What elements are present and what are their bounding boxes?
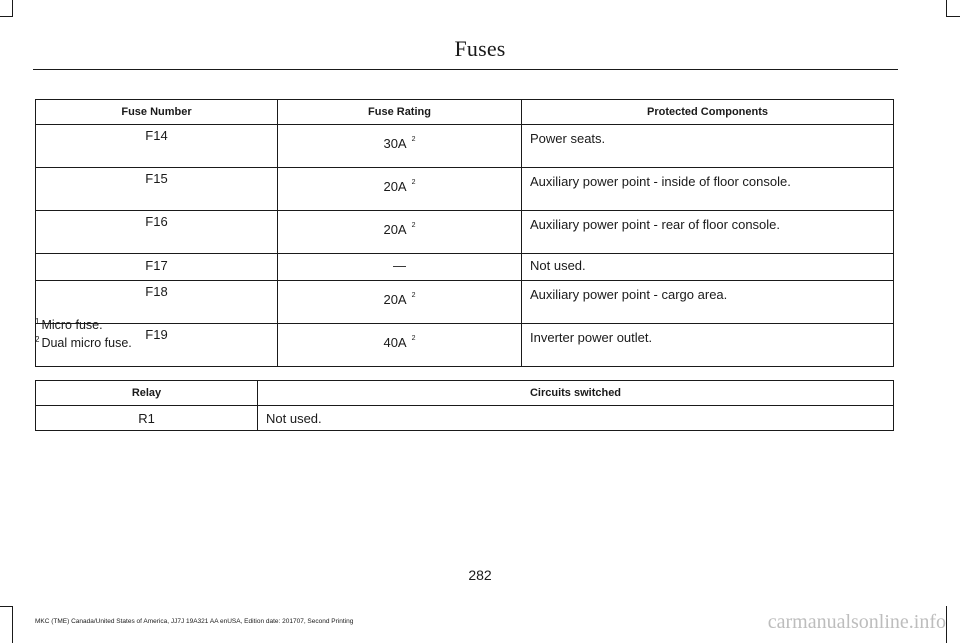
fuse-table	[35, 99, 894, 367]
rating-value: 40A	[383, 335, 407, 350]
protected-component: Auxiliary power point - inside of floor console.	[522, 168, 894, 211]
fuse-rating	[278, 254, 522, 281]
crop-mark-bottom-left-v	[12, 606, 13, 643]
table-row	[36, 168, 894, 211]
footnote-2-text: Dual micro fuse.	[41, 336, 132, 350]
table-row	[36, 406, 894, 431]
fuse-number: F14	[36, 125, 278, 168]
header-fuse-rating: Fuse Rating	[278, 100, 522, 125]
footnote-mark: 2	[411, 292, 416, 299]
fuse-rating	[278, 125, 522, 168]
page-number: 282	[468, 567, 492, 583]
rating-value: 20A	[383, 222, 407, 237]
crop-mark-bottom-left-h	[0, 606, 13, 607]
header-fuse-number: Fuse Number	[36, 100, 278, 125]
circuit-switched: Not used.	[258, 406, 894, 431]
header-circuits-switched: Circuits switched	[258, 381, 894, 406]
page-title: Fuses	[454, 36, 506, 61]
rating-value: 20A	[383, 179, 407, 194]
table-row	[36, 281, 894, 324]
crop-mark-top-right-h	[946, 16, 960, 17]
protected-component: Auxiliary power point - rear of floor console.	[522, 211, 894, 254]
protected-component: Inverter power outlet.	[522, 324, 894, 367]
footnote-1-text: Micro fuse.	[41, 318, 103, 332]
table-row	[36, 125, 894, 168]
protected-component: Power seats.	[522, 125, 894, 168]
crop-mark-bottom-right-v	[946, 606, 947, 643]
fuse-rating	[278, 281, 522, 324]
fuse-number: F17	[36, 254, 278, 281]
footnote-1-mark: 1	[35, 317, 40, 326]
crop-mark-top-right-v	[946, 0, 947, 17]
protected-component: Not used.	[522, 254, 894, 281]
fuse-number: F15	[36, 168, 278, 211]
header-relay: Relay	[36, 381, 258, 406]
relay-id: R1	[36, 406, 258, 431]
footnote-2-mark: 2	[35, 335, 40, 344]
fuse-rating	[278, 324, 522, 367]
relay-table-header-row	[36, 381, 894, 406]
title-divider	[33, 69, 898, 70]
fuse-number: F18	[36, 281, 278, 324]
fuse-number: F16	[36, 211, 278, 254]
watermark: carmanualsonline.info	[767, 611, 946, 633]
fuse-rating	[278, 211, 522, 254]
footnote-2	[35, 335, 132, 350]
table-row	[36, 254, 894, 281]
crop-mark-top-left-h	[0, 16, 13, 17]
relay-table	[35, 380, 894, 431]
footnote-mark: 2	[411, 136, 416, 143]
footnote-mark: 2	[411, 222, 416, 229]
fuse-table-header-row	[36, 100, 894, 125]
rating-value: 20A	[383, 292, 407, 307]
crop-mark-top-left-v	[12, 0, 13, 17]
rating-value: 30A	[383, 136, 407, 151]
footer-edition-note: MKC (TME) Canada/United States of America, JJ7J 19A321 AA enUSA, Edition date: 201707, Second Printing	[35, 618, 354, 625]
table-row	[36, 211, 894, 254]
footnote-1	[35, 317, 103, 332]
footnote-mark: 2	[411, 335, 416, 342]
header-protected-components: Protected Components	[522, 100, 894, 125]
protected-component: Auxiliary power point - cargo area.	[522, 281, 894, 324]
table-row	[36, 324, 894, 367]
fuse-number: F19	[36, 324, 278, 367]
fuse-rating	[278, 168, 522, 211]
rating-value: —	[393, 258, 406, 273]
footnote-mark: 2	[411, 179, 416, 186]
